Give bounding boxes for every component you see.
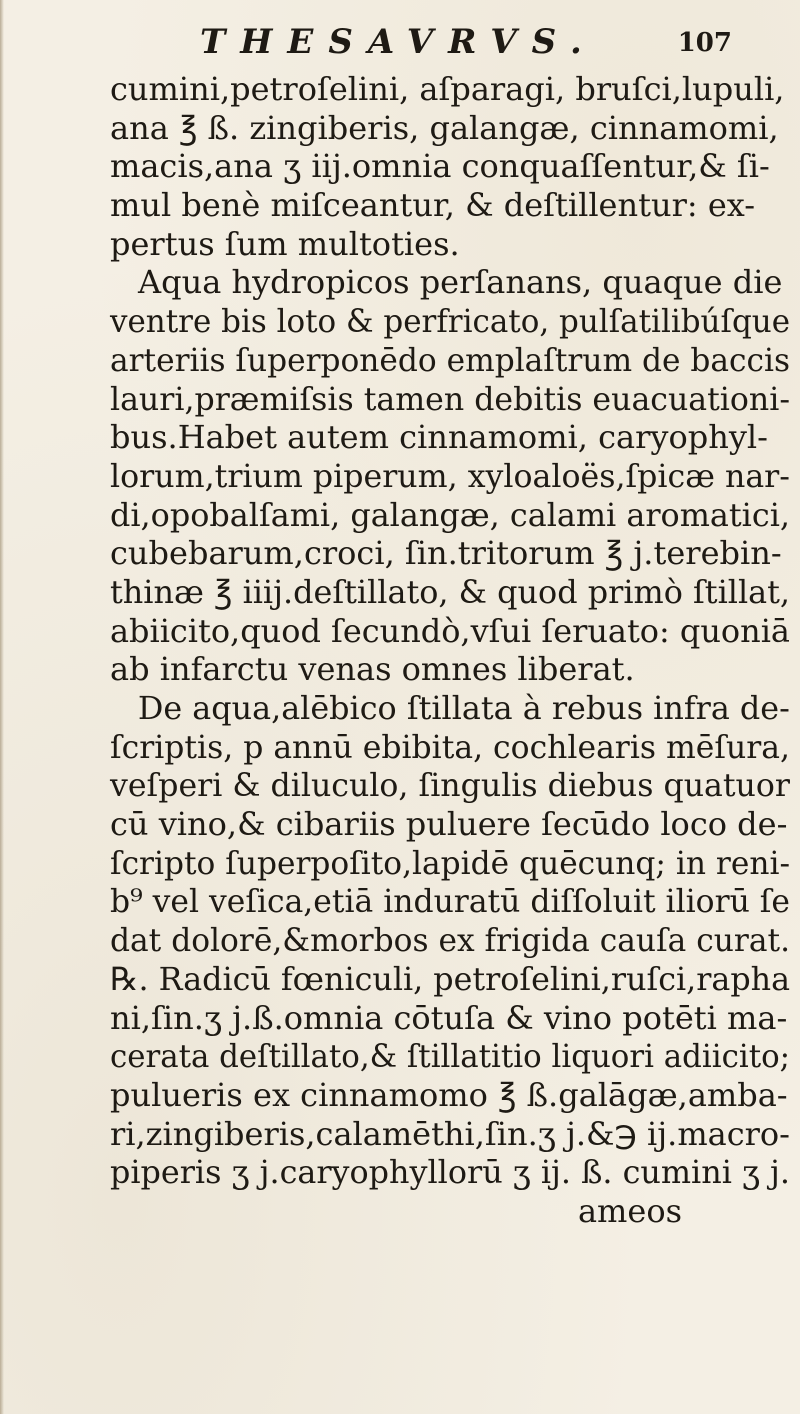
- text-line: veſperi & diluculo, ſingulis diebus quatuor: [110, 766, 791, 805]
- text-line: ana ℥ ß. zingiberis, galangæ, cinnamomi,: [110, 108, 779, 147]
- page-number: 107: [677, 28, 732, 58]
- text-line: piperis ʒ j.caryophyllorū ʒ ij. ß. cumini ʒ j.: [110, 1153, 791, 1192]
- text-line: bus.Habet autem cinnamomi, caryophyl-: [110, 418, 768, 457]
- text-line: dat dolorē,&morbos ex frigida cauſa curat.: [110, 921, 791, 960]
- text-line: lorum,trium piperum, xyloaloës,ſpicæ nar-: [110, 456, 790, 495]
- text-line: ni,ſin.ʒ j.ß.omnia cōtuſa & vino potēti ma-: [110, 998, 788, 1037]
- text-line: pertus ſum multoties.: [110, 224, 460, 263]
- text-line: arteriis ſuperponēdo emplaſtrum de baccis: [110, 340, 790, 379]
- page-gutter-shadow: [0, 0, 4, 1414]
- text-line: ab infarctu venas omnes liberat.: [110, 650, 635, 689]
- paragraph-start-line: De aqua,alēbico ſtillata à rebus infra de-: [137, 689, 790, 727]
- text-line: abiicito,quod ſecundò,vſui ſeruato: quoniā: [110, 611, 790, 650]
- running-title: THESAVRVS.: [200, 22, 597, 62]
- text-line: cerata deſtillato,& ſtillatitio liquori adiicito;: [110, 1037, 791, 1076]
- text-line: ſcriptis, p annū ebibita, cochlearis mēſura,: [110, 727, 791, 766]
- recipe-start-line: ℞. Radicū fœniculi, petroſelini,ruſci,rapha: [110, 959, 791, 998]
- text-line: cubebarum,croci, ſin.tritorum ℥ j.terebin-: [110, 534, 782, 573]
- text-line: di,opobalſami, galangæ, calami aromatici,: [110, 495, 790, 534]
- text-line: ventre bis loto & perfricato, pulſatilibúſque: [110, 302, 791, 341]
- text-line: thinæ ℥ iiij.deſtillato, & quod primò ſtillat,: [110, 572, 791, 611]
- text-line: macis,ana ʒ iij.omnia conquaſſentur,& ſi-: [110, 147, 770, 186]
- text-line: cū vino,& cibariis puluere ſecūdo loco de-: [110, 805, 788, 844]
- text-line: ri,zingiberis,calamēthi,ſin.ʒ j.&℈ ij.macro-: [110, 1114, 790, 1153]
- catchword: ameos: [577, 1191, 682, 1230]
- body-text: [110, 70, 800, 1231]
- text-line: cumini,petroſelini, aſparagi, bruſci,lupuli,: [110, 70, 785, 108]
- text-line: ſcripto ſuperpoſito,lapidē quēcunq; in reni-: [110, 843, 791, 882]
- text-line: mul benè miſceantur, & deſtillentur: ex-: [110, 186, 756, 225]
- text-line: pulueris ex cinnamomo ℥ ß.galāgæ,amba-: [110, 1075, 788, 1114]
- text-line: lauri,præmiſsis tamen debitis euacuationi-: [110, 379, 790, 418]
- page-header: [200, 22, 760, 70]
- paragraph-start-line: Aqua hydropicos perſanans, quaque die: [138, 263, 783, 302]
- text-line: b⁹ vel veſica,etiā induratū diſſoluit iliorū ſe: [110, 882, 790, 921]
